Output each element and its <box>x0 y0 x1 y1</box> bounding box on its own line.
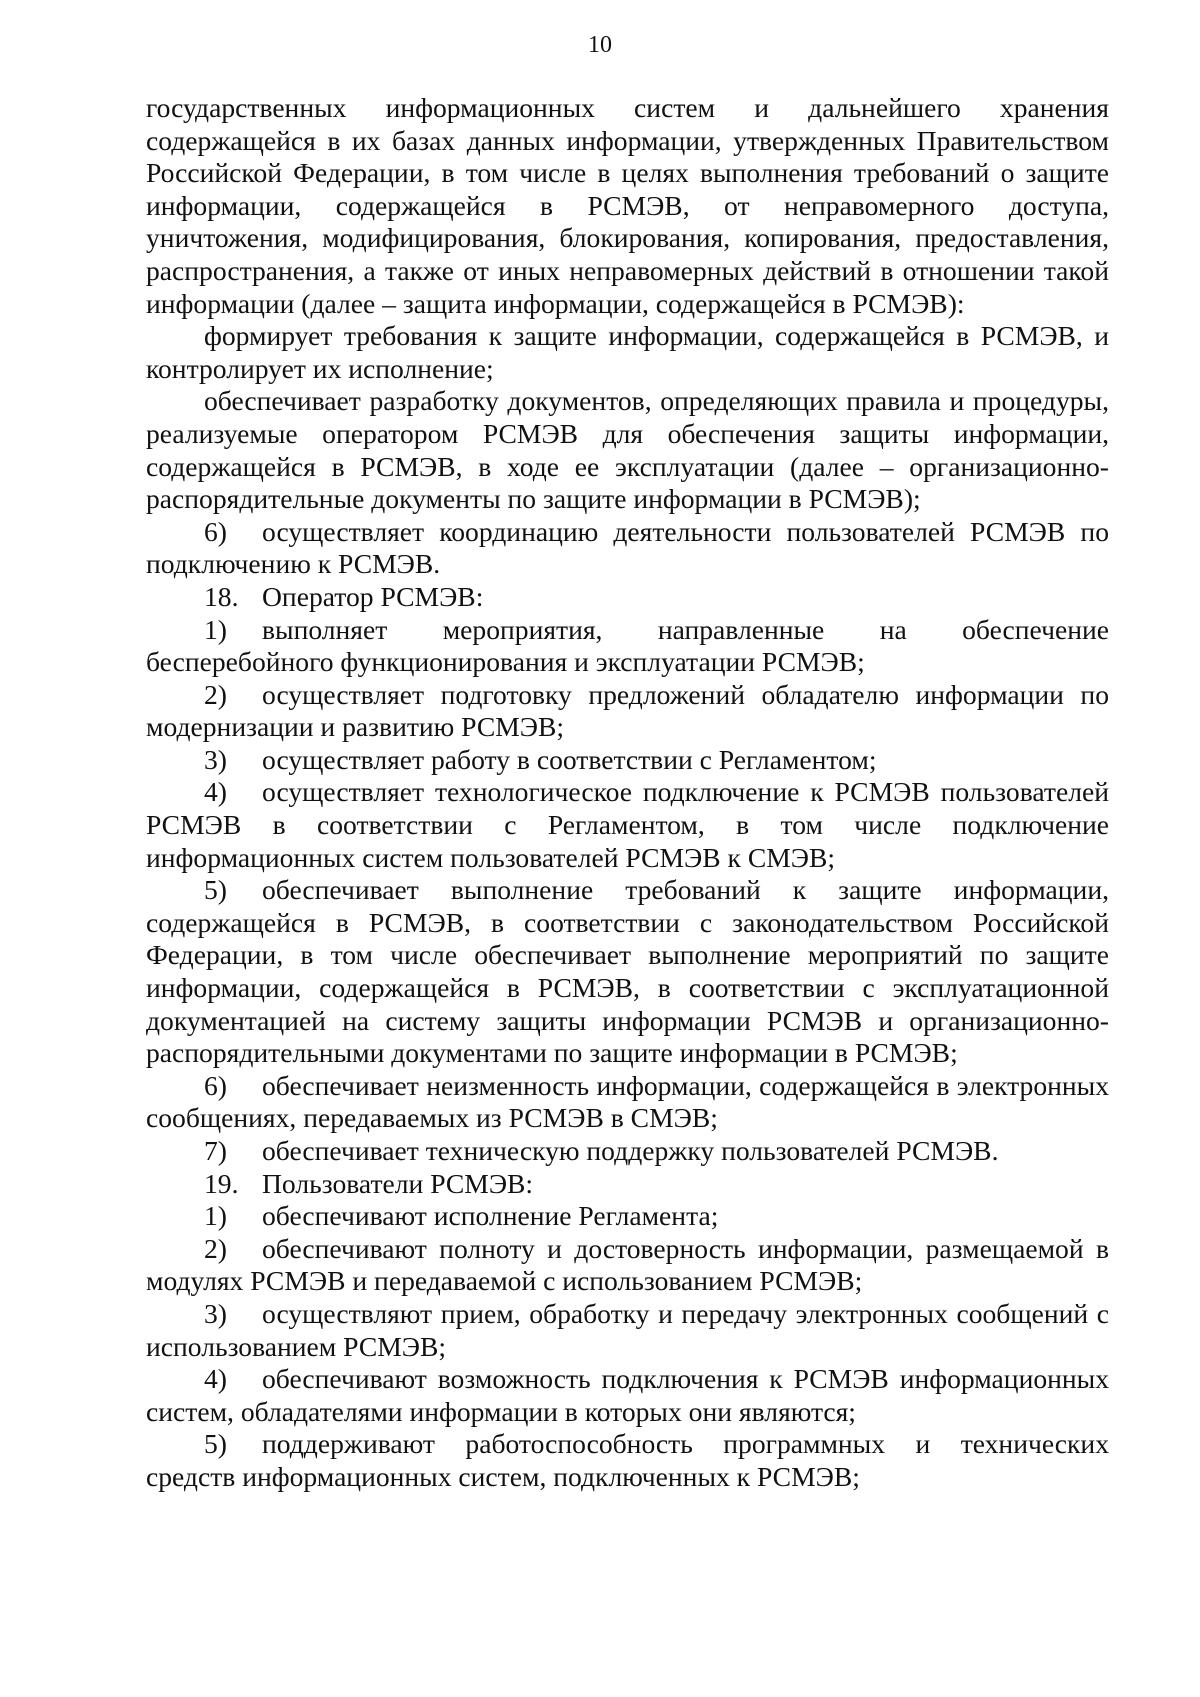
paragraph-text: поддерживают работоспособность программных и технических средств информационных систем, подключенных к РСМЭВ; <box>146 1428 1109 1492</box>
paragraph <box>146 1135 1109 1168</box>
paragraph-text: формирует требования к защите информации, содержащейся в РСМЭВ, и контролирует их исполнение; <box>146 320 1109 384</box>
paragraph-text: осуществляет технологическое подключение к РСМЭВ пользователей РСМЭВ в соответствии с Регламентом, в том числе подключение информационных систем пользователей РСМЭВ к СМЭВ; <box>146 776 1109 873</box>
paragraph-text: осуществляет координацию деятельности пользователей РСМЭВ по подключению к РСМЭВ. <box>146 515 1109 580</box>
paragraph <box>146 1428 1109 1493</box>
item-number: 6) <box>204 515 227 547</box>
paragraph <box>146 92 1109 320</box>
paragraph-text: обеспечивает разработку документов, определяющих правила и процедуры, реализуемые оператором РСМЭВ для обеспечения защиты информации, содержащейся в РСМЭВ, в ходе ее эксплуатации (далее – организационно-распорядительные документы по защите информации в РСМЭВ); <box>146 385 1109 515</box>
paragraph-text: осуществляют прием, обработку и передачу электронных сообщений с использованием РСМЭВ; <box>146 1297 1109 1362</box>
item-number: 7) <box>204 1135 227 1166</box>
paragraph <box>146 1070 1109 1135</box>
paragraph <box>146 516 1109 581</box>
item-number: 3) <box>204 1297 227 1329</box>
paragraph <box>146 1298 1109 1363</box>
paragraph-text: Пользователи РСМЭВ: <box>262 1167 534 1199</box>
page-number: 10 <box>588 32 612 58</box>
item-number: 19. <box>204 1167 239 1199</box>
paragraph <box>146 385 1109 515</box>
paragraph-text: осуществляет подготовку предложений обладателю информации по модернизации и развитию РСМЭВ; <box>146 678 1109 743</box>
paragraph <box>146 679 1109 744</box>
paragraph-text: обеспечивает выполнение требований к защите информации, содержащейся в РСМЭВ, в соответствии с законодательством Российской Федерации, в том числе обеспечивает выполнение мероприятий по защите информации, содержащейся в РСМЭВ, в соответствии с эксплуатационной документацией на систему защиты информации РСМЭВ и организационно-распорядительными документами по защите информации в РСМЭВ; <box>146 874 1109 1069</box>
paragraph-text: выполняет мероприятия, направленные на обеспечение бесперебойного функционирования и эксплуатации РСМЭВ; <box>146 613 1109 678</box>
item-number: 1) <box>204 1200 227 1232</box>
item-number: 4) <box>204 776 227 808</box>
paragraph <box>146 1168 1109 1201</box>
paragraph-text: Оператор РСМЭВ: <box>262 580 484 612</box>
item-number: 2) <box>204 1232 227 1264</box>
document-body <box>146 92 1109 1494</box>
paragraph <box>146 744 1109 777</box>
item-number: 3) <box>204 743 227 775</box>
paragraph <box>146 581 1109 614</box>
paragraph-text: обеспечивает техническую поддержку пользователей РСМЭВ. <box>262 1135 999 1166</box>
item-number: 2) <box>204 678 227 710</box>
item-number: 4) <box>204 1363 227 1395</box>
paragraph <box>146 614 1109 679</box>
item-number: 18. <box>204 580 239 612</box>
paragraph <box>146 874 1109 1070</box>
paragraph-text: обеспечивают полноту и достоверность информации, размещаемой в модулях РСМЭВ и передаваемой с использованием РСМЭВ; <box>146 1232 1109 1297</box>
paragraph-text: обеспечивают возможность подключения к РСМЭВ информационных систем, обладателями информации в которых они являются; <box>146 1363 1109 1427</box>
paragraph-text: государственных информационных систем и дальнейшего хранения содержащейся в их базах данных информации, утвержденных Правительством Российской Федерации, в том числе в целях выполнения требований о защите информации, содержащейся в РСМЭВ, от неправомерного доступа, уничтожения, модифицирования, блокирования, копирования, предоставления, распространения, а также от иных неправомерных действий в отношении такой информации (далее – защита информации, содержащейся в РСМЭВ): <box>146 92 1109 319</box>
paragraph-text: обеспечивает неизменность информации, содержащейся в электронных сообщениях, передаваемых из РСМЭВ в СМЭВ; <box>146 1069 1109 1134</box>
item-number: 5) <box>204 1428 227 1460</box>
item-number: 5) <box>204 874 227 906</box>
paragraph <box>146 320 1109 385</box>
paragraph <box>146 1363 1109 1428</box>
paragraph <box>146 1200 1109 1233</box>
item-number: 1) <box>204 613 227 645</box>
item-number: 6) <box>204 1069 227 1101</box>
paragraph <box>146 776 1109 874</box>
paragraph-text: осуществляет работу в соответствии с Регламентом; <box>262 743 877 775</box>
paragraph <box>146 1233 1109 1298</box>
paragraph-text: обеспечивают исполнение Регламента; <box>262 1200 719 1232</box>
